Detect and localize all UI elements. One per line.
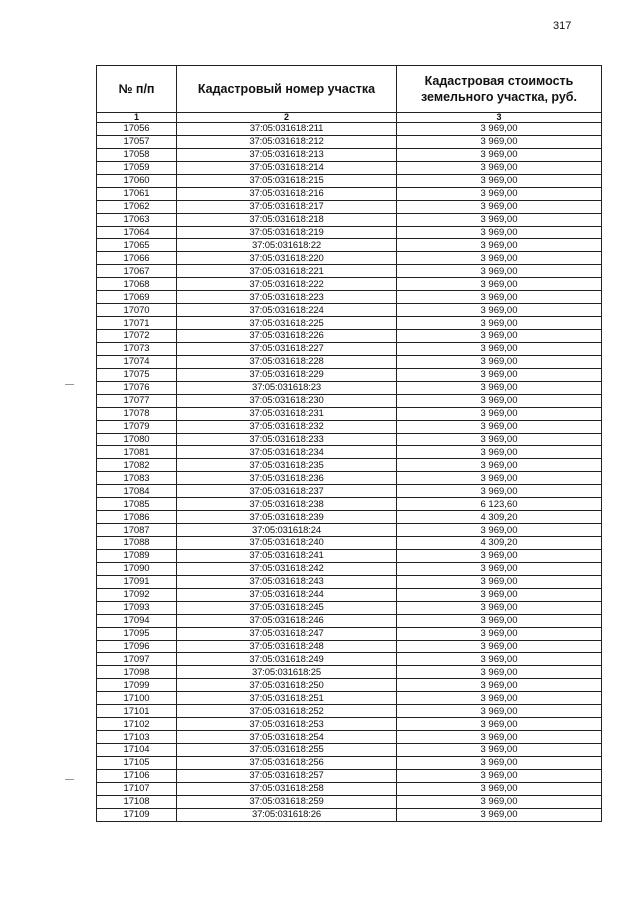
header-number: № п/п (97, 66, 177, 113)
cadastral-number: 37:05:031618:224 (177, 304, 397, 317)
cadastral-cost: 3 969,00 (397, 808, 602, 821)
cadastral-cost: 3 969,00 (397, 123, 602, 136)
cadastral-number: 37:05:031618:220 (177, 252, 397, 265)
row-number: 17086 (97, 511, 177, 524)
table-row (97, 355, 602, 368)
cadastral-cost: 3 969,00 (397, 135, 602, 148)
table-row (97, 808, 602, 821)
cadastral-number: 37:05:031618:256 (177, 756, 397, 769)
cadastral-cost: 3 969,00 (397, 317, 602, 330)
table-row (97, 200, 602, 213)
row-number: 17068 (97, 278, 177, 291)
table-row (97, 148, 602, 161)
row-number: 17067 (97, 265, 177, 278)
row-number: 17102 (97, 718, 177, 731)
cadastral-cost: 3 969,00 (397, 705, 602, 718)
table-row (97, 549, 602, 562)
table-row (97, 174, 602, 187)
cadastral-number: 37:05:031618:229 (177, 368, 397, 381)
row-number: 17088 (97, 537, 177, 550)
cadastral-cost: 3 969,00 (397, 731, 602, 744)
row-number: 17104 (97, 744, 177, 757)
table-row (97, 718, 602, 731)
row-number: 17074 (97, 355, 177, 368)
row-number: 17066 (97, 252, 177, 265)
cadastral-cost: 3 969,00 (397, 459, 602, 472)
row-number: 17106 (97, 769, 177, 782)
header-cadastral-cost: Кадастровая стоимость земельного участка, руб. (397, 66, 602, 113)
table-row (97, 562, 602, 575)
row-number: 17071 (97, 317, 177, 330)
table-row (97, 135, 602, 148)
page-number: 317 (553, 20, 572, 32)
cadastral-cost: 3 969,00 (397, 213, 602, 226)
row-number: 17105 (97, 756, 177, 769)
cadastral-cost: 3 969,00 (397, 200, 602, 213)
table-row (97, 653, 602, 666)
cadastral-number: 37:05:031618:26 (177, 808, 397, 821)
row-number: 17061 (97, 187, 177, 200)
cadastral-cost: 3 969,00 (397, 304, 602, 317)
row-number: 17075 (97, 368, 177, 381)
row-number: 17108 (97, 795, 177, 808)
cadastral-number: 37:05:031618:242 (177, 562, 397, 575)
row-number: 17065 (97, 239, 177, 252)
table-row (97, 731, 602, 744)
cadastral-cost: 3 969,00 (397, 562, 602, 575)
cadastral-number: 37:05:031618:228 (177, 355, 397, 368)
margin-mark (65, 384, 74, 385)
table-row (97, 524, 602, 537)
table-row (97, 433, 602, 446)
cadastral-cost: 4 309,20 (397, 537, 602, 550)
cadastral-number: 37:05:031618:238 (177, 498, 397, 511)
column-index: 3 (397, 113, 602, 123)
cadastral-number: 37:05:031618:246 (177, 614, 397, 627)
row-number: 17094 (97, 614, 177, 627)
row-number: 17087 (97, 524, 177, 537)
cadastral-number: 37:05:031618:254 (177, 731, 397, 744)
table-row (97, 368, 602, 381)
cadastral-number: 37:05:031618:253 (177, 718, 397, 731)
cadastral-number: 37:05:031618:248 (177, 640, 397, 653)
table-row (97, 640, 602, 653)
cadastral-number: 37:05:031618:215 (177, 174, 397, 187)
cadastral-cost: 3 969,00 (397, 252, 602, 265)
table-index-row (97, 113, 602, 123)
table-row (97, 330, 602, 343)
table-row (97, 705, 602, 718)
cadastral-cost: 3 969,00 (397, 485, 602, 498)
cadastral-cost: 3 969,00 (397, 718, 602, 731)
table-row (97, 769, 602, 782)
table-row (97, 161, 602, 174)
row-number: 17063 (97, 213, 177, 226)
cadastral-number: 37:05:031618:245 (177, 601, 397, 614)
cadastral-number: 37:05:031618:213 (177, 148, 397, 161)
table-row (97, 537, 602, 550)
table-row (97, 692, 602, 705)
cadastral-number: 37:05:031618:236 (177, 472, 397, 485)
table-row (97, 123, 602, 136)
cadastral-number: 37:05:031618:22 (177, 239, 397, 252)
row-number: 17101 (97, 705, 177, 718)
row-number: 17079 (97, 420, 177, 433)
table-row (97, 511, 602, 524)
cadastral-number: 37:05:031618:219 (177, 226, 397, 239)
cadastral-number: 37:05:031618:25 (177, 666, 397, 679)
cadastral-number: 37:05:031618:259 (177, 795, 397, 808)
table-row (97, 744, 602, 757)
cadastral-cost: 3 969,00 (397, 226, 602, 239)
cadastral-cost: 3 969,00 (397, 549, 602, 562)
row-number: 17085 (97, 498, 177, 511)
cadastral-number: 37:05:031618:247 (177, 627, 397, 640)
row-number: 17109 (97, 808, 177, 821)
cadastral-cost: 3 969,00 (397, 653, 602, 666)
table-row (97, 317, 602, 330)
cadastral-number: 37:05:031618:24 (177, 524, 397, 537)
row-number: 17080 (97, 433, 177, 446)
table-row (97, 342, 602, 355)
cadastral-cost: 3 969,00 (397, 588, 602, 601)
table-row (97, 304, 602, 317)
cadastral-cost: 3 969,00 (397, 239, 602, 252)
cadastral-number: 37:05:031618:235 (177, 459, 397, 472)
cadastral-cost: 3 969,00 (397, 161, 602, 174)
row-number: 17097 (97, 653, 177, 666)
table-row (97, 459, 602, 472)
cadastral-number: 37:05:031618:226 (177, 330, 397, 343)
cadastral-cost: 3 969,00 (397, 407, 602, 420)
row-number: 17091 (97, 575, 177, 588)
table-row (97, 420, 602, 433)
row-number: 17072 (97, 330, 177, 343)
cadastral-cost: 3 969,00 (397, 278, 602, 291)
cadastral-cost: 3 969,00 (397, 472, 602, 485)
row-number: 17095 (97, 627, 177, 640)
table-row (97, 666, 602, 679)
table-row (97, 446, 602, 459)
table-row (97, 226, 602, 239)
row-number: 17058 (97, 148, 177, 161)
cadastral-number: 37:05:031618:221 (177, 265, 397, 278)
row-number: 17070 (97, 304, 177, 317)
cadastral-cost: 3 969,00 (397, 666, 602, 679)
row-number: 17059 (97, 161, 177, 174)
table-row (97, 485, 602, 498)
cadastral-cost: 3 969,00 (397, 782, 602, 795)
table-row (97, 627, 602, 640)
cadastral-cost: 3 969,00 (397, 627, 602, 640)
row-number: 17062 (97, 200, 177, 213)
cadastral-cost: 3 969,00 (397, 756, 602, 769)
table-row (97, 407, 602, 420)
cadastral-cost: 3 969,00 (397, 692, 602, 705)
row-number: 17098 (97, 666, 177, 679)
cadastral-number: 37:05:031618:227 (177, 342, 397, 355)
table-row (97, 756, 602, 769)
cadastral-cost: 3 969,00 (397, 368, 602, 381)
cadastral-cost: 3 969,00 (397, 342, 602, 355)
column-index: 1 (97, 113, 177, 123)
table-row (97, 265, 602, 278)
table-row (97, 498, 602, 511)
cadastral-cost: 3 969,00 (397, 679, 602, 692)
table-row (97, 679, 602, 692)
cadastral-table (96, 65, 602, 822)
row-number: 17081 (97, 446, 177, 459)
row-number: 17083 (97, 472, 177, 485)
row-number: 17082 (97, 459, 177, 472)
cadastral-number: 37:05:031618:212 (177, 135, 397, 148)
table-row (97, 588, 602, 601)
row-number: 17090 (97, 562, 177, 575)
cadastral-cost: 3 969,00 (397, 381, 602, 394)
row-number: 17073 (97, 342, 177, 355)
cadastral-number: 37:05:031618:217 (177, 200, 397, 213)
cadastral-number: 37:05:031618:233 (177, 433, 397, 446)
row-number: 17076 (97, 381, 177, 394)
cadastral-number: 37:05:031618:231 (177, 407, 397, 420)
header-cadastral-number: Кадастровый номер участка (177, 66, 397, 113)
row-number: 17078 (97, 407, 177, 420)
cadastral-cost: 3 969,00 (397, 265, 602, 278)
cadastral-cost: 3 969,00 (397, 394, 602, 407)
table-row (97, 278, 602, 291)
cadastral-cost: 3 969,00 (397, 769, 602, 782)
row-number: 17089 (97, 549, 177, 562)
cadastral-cost: 3 969,00 (397, 174, 602, 187)
cadastral-number: 37:05:031618:240 (177, 537, 397, 550)
cadastral-number: 37:05:031618:230 (177, 394, 397, 407)
cadastral-cost: 3 969,00 (397, 148, 602, 161)
table-row (97, 782, 602, 795)
cadastral-cost: 3 969,00 (397, 446, 602, 459)
cadastral-number: 37:05:031618:225 (177, 317, 397, 330)
cadastral-cost: 4 309,20 (397, 511, 602, 524)
row-number: 17069 (97, 291, 177, 304)
cadastral-number: 37:05:031618:223 (177, 291, 397, 304)
table-body (97, 123, 602, 822)
table-row (97, 614, 602, 627)
table-row (97, 472, 602, 485)
cadastral-cost: 3 969,00 (397, 420, 602, 433)
row-number: 17100 (97, 692, 177, 705)
cadastral-number: 37:05:031618:237 (177, 485, 397, 498)
table-row (97, 187, 602, 200)
cadastral-number: 37:05:031618:252 (177, 705, 397, 718)
cadastral-number: 37:05:031618:239 (177, 511, 397, 524)
table-row (97, 239, 602, 252)
table-row (97, 381, 602, 394)
row-number: 17093 (97, 601, 177, 614)
table-header-row (97, 66, 602, 113)
cadastral-number: 37:05:031618:257 (177, 769, 397, 782)
cadastral-number: 37:05:031618:251 (177, 692, 397, 705)
row-number: 17084 (97, 485, 177, 498)
table-row (97, 601, 602, 614)
row-number: 17107 (97, 782, 177, 795)
row-number: 17103 (97, 731, 177, 744)
cadastral-number: 37:05:031618:211 (177, 123, 397, 136)
cadastral-number: 37:05:031618:250 (177, 679, 397, 692)
table-row (97, 575, 602, 588)
margin-mark (65, 779, 74, 780)
cadastral-number: 37:05:031618:232 (177, 420, 397, 433)
cadastral-cost: 3 969,00 (397, 355, 602, 368)
row-number: 17064 (97, 226, 177, 239)
cadastral-cost: 3 969,00 (397, 187, 602, 200)
cadastral-number: 37:05:031618:244 (177, 588, 397, 601)
table-row (97, 252, 602, 265)
cadastral-number: 37:05:031618:214 (177, 161, 397, 174)
cadastral-cost: 3 969,00 (397, 433, 602, 446)
cadastral-cost: 3 969,00 (397, 330, 602, 343)
cadastral-number: 37:05:031618:241 (177, 549, 397, 562)
cadastral-cost: 3 969,00 (397, 524, 602, 537)
cadastral-cost: 3 969,00 (397, 744, 602, 757)
cadastral-number: 37:05:031618:243 (177, 575, 397, 588)
cadastral-cost: 3 969,00 (397, 795, 602, 808)
cadastral-number: 37:05:031618:255 (177, 744, 397, 757)
cadastral-number: 37:05:031618:258 (177, 782, 397, 795)
table-row (97, 291, 602, 304)
row-number: 17077 (97, 394, 177, 407)
row-number: 17096 (97, 640, 177, 653)
row-number: 17056 (97, 123, 177, 136)
table-row (97, 795, 602, 808)
table-row (97, 213, 602, 226)
row-number: 17060 (97, 174, 177, 187)
cadastral-number: 37:05:031618:216 (177, 187, 397, 200)
cadastral-number: 37:05:031618:218 (177, 213, 397, 226)
cadastral-cost: 3 969,00 (397, 614, 602, 627)
cadastral-number: 37:05:031618:234 (177, 446, 397, 459)
cadastral-cost: 3 969,00 (397, 575, 602, 588)
cadastral-number: 37:05:031618:222 (177, 278, 397, 291)
row-number: 17057 (97, 135, 177, 148)
cadastral-cost: 3 969,00 (397, 640, 602, 653)
row-number: 17092 (97, 588, 177, 601)
cadastral-cost: 3 969,00 (397, 601, 602, 614)
cadastral-number: 37:05:031618:23 (177, 381, 397, 394)
column-index: 2 (177, 113, 397, 123)
cadastral-cost: 6 123,60 (397, 498, 602, 511)
table-row (97, 394, 602, 407)
row-number: 17099 (97, 679, 177, 692)
cadastral-number: 37:05:031618:249 (177, 653, 397, 666)
cadastral-cost: 3 969,00 (397, 291, 602, 304)
